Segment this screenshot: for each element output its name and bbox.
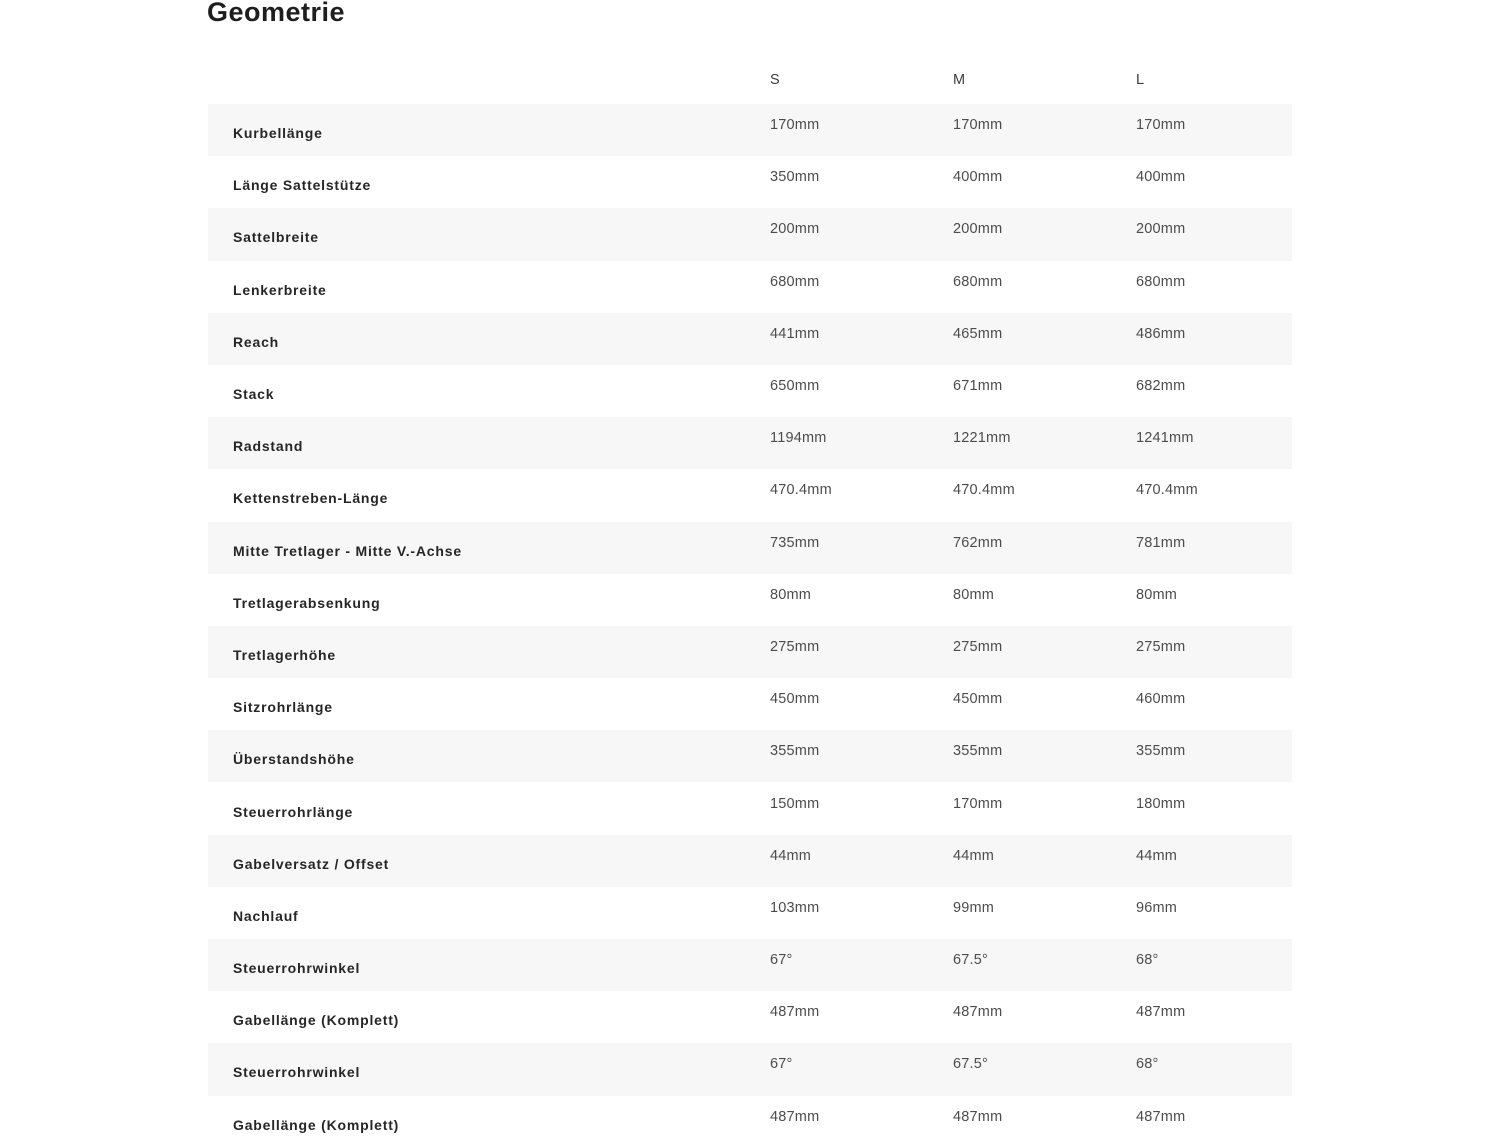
row-label: Überstandshöhe — [233, 751, 355, 768]
row-value-l: 781mm — [1136, 534, 1186, 551]
table-row — [208, 939, 1292, 991]
row-value-s: 355mm — [770, 743, 820, 760]
size-column-header-s: S — [770, 71, 780, 88]
table-row — [208, 417, 1292, 469]
table-row — [208, 365, 1292, 417]
row-value-s: 735mm — [770, 534, 820, 551]
row-value-l: 275mm — [1136, 638, 1186, 655]
table-row — [208, 261, 1292, 313]
table-row — [208, 887, 1292, 939]
geometry-table — [208, 55, 1292, 1148]
row-label: Länge Sattelstütze — [233, 177, 372, 194]
row-value-s: 1194mm — [770, 430, 827, 447]
table-row — [208, 313, 1292, 365]
row-value-s: 44mm — [770, 847, 812, 864]
row-value-l: 44mm — [1136, 847, 1178, 864]
row-value-l: 470.4mm — [1136, 482, 1198, 499]
table-row — [208, 835, 1292, 887]
row-label: Gabellänge (Komplett) — [233, 1116, 400, 1133]
table-row — [208, 1043, 1292, 1095]
row-label: Reach — [233, 333, 280, 350]
row-value-m: 355mm — [953, 743, 1003, 760]
table-row — [208, 626, 1292, 678]
row-value-m: 170mm — [953, 117, 1003, 134]
row-value-m: 671mm — [953, 378, 1003, 395]
table-row — [208, 104, 1292, 156]
row-label: Lenkerbreite — [233, 281, 327, 298]
row-value-m: 400mm — [953, 169, 1003, 186]
table-body — [208, 104, 1292, 1148]
row-value-s: 103mm — [770, 899, 820, 916]
row-value-m: 680mm — [953, 273, 1003, 290]
table-row — [208, 730, 1292, 782]
row-value-l: 400mm — [1136, 169, 1186, 186]
row-value-m: 487mm — [953, 1108, 1003, 1125]
row-value-m: 1221mm — [953, 430, 1011, 447]
row-value-l: 682mm — [1136, 378, 1186, 395]
row-value-s: 150mm — [770, 795, 820, 812]
table-row — [208, 522, 1292, 574]
row-value-s: 350mm — [770, 169, 820, 186]
row-value-l: 200mm — [1136, 221, 1186, 238]
row-value-l: 170mm — [1136, 117, 1186, 134]
row-value-m: 67.5° — [953, 952, 989, 969]
row-label: Sattelbreite — [233, 229, 319, 246]
row-label: Gabellänge (Komplett) — [233, 1012, 400, 1029]
table-row — [208, 208, 1292, 260]
size-header-row — [208, 55, 1292, 104]
row-value-s: 487mm — [770, 1004, 820, 1021]
row-value-m: 80mm — [953, 586, 995, 603]
row-value-s: 487mm — [770, 1108, 820, 1125]
table-row — [208, 678, 1292, 730]
row-value-l: 180mm — [1136, 795, 1186, 812]
row-value-l: 68° — [1136, 1056, 1159, 1073]
table-row — [208, 156, 1292, 208]
row-value-m: 487mm — [953, 1004, 1003, 1021]
table-row — [208, 1096, 1292, 1148]
row-label: Gabelversatz / Offset — [233, 855, 390, 872]
row-value-s: 80mm — [770, 586, 812, 603]
row-value-m: 170mm — [953, 795, 1003, 812]
row-value-s: 441mm — [770, 325, 820, 342]
row-label: Tretlagerabsenkung — [233, 594, 381, 611]
row-label: Steuerrohrwinkel — [233, 960, 361, 977]
row-label: Sitzrohrlänge — [233, 699, 333, 716]
row-value-s: 470.4mm — [770, 482, 832, 499]
row-label: Tretlagerhöhe — [233, 646, 336, 663]
row-label: Stack — [233, 386, 275, 403]
row-value-l: 487mm — [1136, 1108, 1186, 1125]
row-value-m: 275mm — [953, 638, 1003, 655]
row-label: Kettenstreben-Länge — [233, 490, 389, 507]
row-value-m: 67.5° — [953, 1056, 989, 1073]
row-value-s: 67° — [770, 952, 793, 969]
table-row — [208, 991, 1292, 1043]
row-value-l: 680mm — [1136, 273, 1186, 290]
row-value-l: 487mm — [1136, 1004, 1186, 1021]
row-value-s: 650mm — [770, 378, 820, 395]
row-label: Kurbellänge — [233, 125, 323, 142]
row-value-l: 486mm — [1136, 325, 1186, 342]
table-row — [208, 469, 1292, 521]
row-value-l: 1241mm — [1136, 430, 1194, 447]
row-value-l: 96mm — [1136, 899, 1178, 916]
row-value-s: 170mm — [770, 117, 820, 134]
row-value-l: 68° — [1136, 952, 1159, 969]
row-value-s: 67° — [770, 1056, 793, 1073]
row-label: Radstand — [233, 438, 304, 455]
page-title: Geometrie — [207, 0, 346, 27]
row-label: Nachlauf — [233, 907, 299, 924]
row-value-m: 200mm — [953, 221, 1003, 238]
row-value-m: 99mm — [953, 899, 995, 916]
row-value-m: 44mm — [953, 847, 995, 864]
row-value-l: 355mm — [1136, 743, 1186, 760]
row-value-s: 680mm — [770, 273, 820, 290]
row-label: Steuerrohrwinkel — [233, 1064, 361, 1081]
row-value-m: 465mm — [953, 325, 1003, 342]
row-value-m: 450mm — [953, 691, 1003, 708]
size-column-header-m: M — [953, 71, 966, 88]
row-label: Steuerrohrlänge — [233, 803, 354, 820]
row-value-s: 275mm — [770, 638, 820, 655]
table-row — [208, 782, 1292, 834]
row-value-s: 450mm — [770, 691, 820, 708]
size-column-header-l: L — [1136, 71, 1145, 88]
row-value-l: 80mm — [1136, 586, 1178, 603]
row-label: Mitte Tretlager - Mitte V.-Achse — [233, 542, 462, 559]
row-value-l: 460mm — [1136, 691, 1186, 708]
row-value-m: 470.4mm — [953, 482, 1015, 499]
row-value-s: 200mm — [770, 221, 820, 238]
table-row — [208, 574, 1292, 626]
row-value-m: 762mm — [953, 534, 1003, 551]
